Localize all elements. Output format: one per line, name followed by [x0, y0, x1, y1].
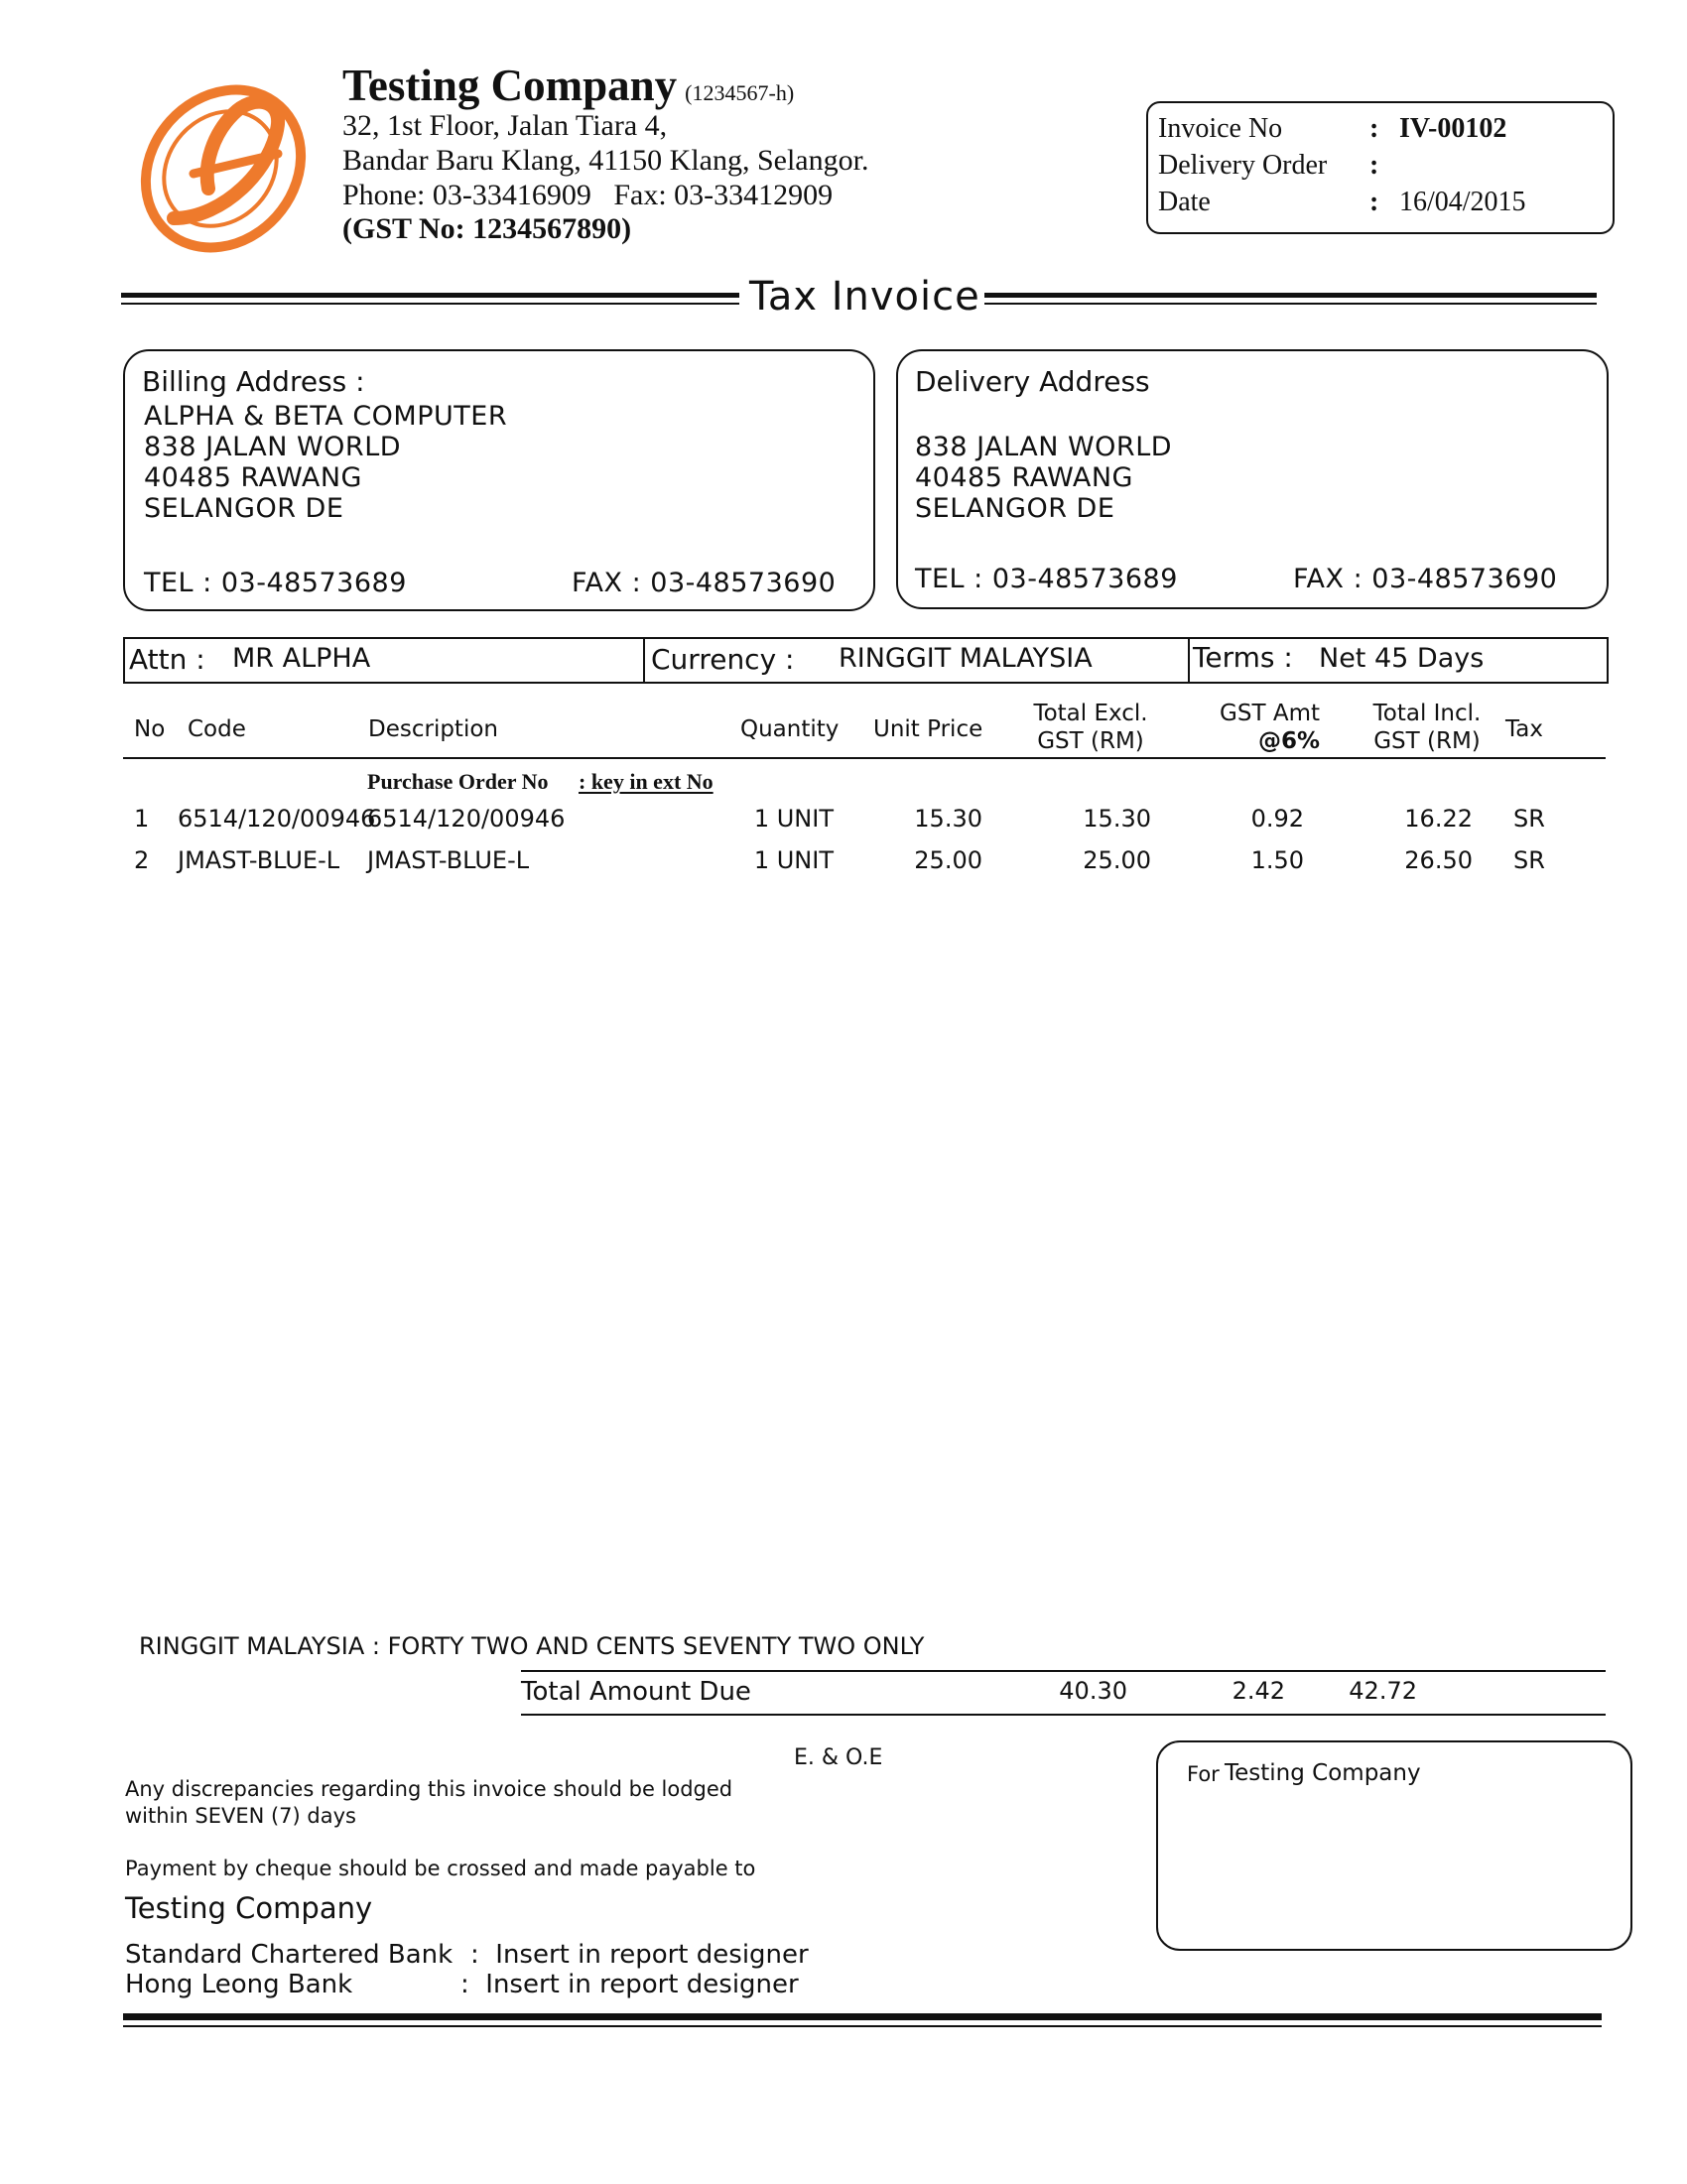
- header-total-incl: [1358, 700, 1496, 755]
- header-gst-amt-line-2: @6%: [1257, 728, 1320, 754]
- company-logo: [129, 69, 327, 258]
- billing-address-line-1: 838 JALAN WORLD: [144, 432, 402, 462]
- date-colon: :: [1369, 187, 1379, 217]
- company-gst-number: (GST No: 1234567890): [342, 212, 632, 245]
- payee-name: Testing Company: [125, 1891, 373, 1925]
- date-label: Date: [1158, 187, 1211, 217]
- signature-company-name: Testing Company: [1225, 1760, 1421, 1786]
- discrepancy-note-line-2: within SEVEN (7) days: [125, 1804, 356, 1828]
- bank-2-name: Hong Leong Bank: [125, 1970, 353, 1999]
- total-excl-value: 40.30: [1059, 1677, 1127, 1705]
- delivery-order-label: Delivery Order: [1158, 150, 1328, 181]
- header-unit-price: Unit Price: [873, 716, 983, 742]
- signature-for-label: For: [1187, 1762, 1220, 1786]
- header-no: No: [134, 716, 166, 742]
- row-quantity: 1 UNIT: [753, 805, 834, 833]
- company-phone-fax: Phone: 03-33416909 Fax: 03-33412909: [342, 179, 834, 211]
- row-total-excl: 15.30: [1083, 805, 1151, 833]
- payment-note: Payment by cheque should be crossed and made payable to: [125, 1857, 756, 1880]
- header-quantity: Quantity: [740, 716, 840, 742]
- billing-fax: FAX : 03-48573690: [572, 568, 837, 598]
- total-rule-bottom: [521, 1714, 1606, 1716]
- invoice-no-label: Invoice No: [1158, 113, 1283, 144]
- errors-omissions-excepted: E. & O.E: [794, 1745, 883, 1770]
- company-address-line-1: 32, 1st Floor, Jalan Tiara 4,: [342, 109, 668, 142]
- row-code: 6514/120/00946: [178, 805, 376, 833]
- billing-address-title: Billing Address :: [142, 365, 365, 398]
- header-code: Code: [188, 716, 246, 742]
- delivery-order-colon: :: [1369, 150, 1379, 181]
- attn-label: Attn :: [129, 643, 205, 676]
- footer-rule-thin: [123, 2025, 1602, 2027]
- title-rule-left-thick: [121, 293, 739, 298]
- purchase-order-value: : key in ext No: [579, 769, 714, 794]
- header-total-excl: [1022, 700, 1159, 755]
- currency-value: RINGGIT MALAYSIA: [839, 643, 1093, 674]
- company-address-line-2: Bandar Baru Klang, 41150 Klang, Selangor.: [342, 144, 869, 177]
- document-title: Tax Invoice: [749, 274, 980, 320]
- bank-1-value: : Insert in report designer: [470, 1940, 809, 1970]
- amount-in-words: RINGGIT MALAYSIA : FORTY TWO AND CENTS SEVENTY TWO ONLY: [139, 1632, 925, 1660]
- row-description: 6514/120/00946: [367, 805, 566, 833]
- purchase-order-label: Purchase Order No: [367, 769, 549, 794]
- invoice-no-value: IV-00102: [1399, 113, 1507, 144]
- delivery-fax: FAX : 03-48573690: [1293, 564, 1558, 594]
- signature-box: [1156, 1740, 1632, 1951]
- date-value: 16/04/2015: [1399, 187, 1526, 217]
- total-amount-due-label: Total Amount Due: [521, 1677, 751, 1707]
- attn-divider-2: [1188, 639, 1190, 682]
- header-description: Description: [368, 716, 498, 742]
- row-no: 2: [134, 846, 150, 874]
- header-rule: [123, 757, 1606, 759]
- bank-2-value: : Insert in report designer: [460, 1970, 799, 1999]
- row-total-incl: 16.22: [1404, 805, 1473, 833]
- total-gst-value: 2.42: [1232, 1677, 1285, 1705]
- header-total-incl-line-1: Total Incl.: [1372, 701, 1482, 726]
- terms-label: Terms :: [1193, 641, 1293, 674]
- delivery-address-line-2: 40485 RAWANG: [915, 462, 1133, 493]
- row-unit-price: 15.30: [914, 805, 982, 833]
- attn-currency-terms-row: [123, 637, 1609, 684]
- row-code: JMAST-BLUE-L: [178, 846, 340, 874]
- footer-rule-thick: [123, 2013, 1602, 2020]
- header-gst-amt: [1206, 700, 1320, 755]
- invoice-no-colon: :: [1369, 113, 1379, 144]
- terms-value: Net 45 Days: [1319, 643, 1485, 674]
- row-quantity: 1 UNIT: [753, 846, 834, 874]
- bank-1-name: Standard Chartered Bank: [125, 1940, 454, 1970]
- delivery-address-title: Delivery Address: [915, 365, 1150, 398]
- attn-value: MR ALPHA: [232, 643, 371, 674]
- delivery-tel: TEL : 03-48573689: [915, 564, 1178, 594]
- title-rule-right-thick: [984, 293, 1597, 298]
- invoice-meta-box: [1146, 101, 1615, 234]
- billing-name: ALPHA & BETA COMPUTER: [144, 401, 508, 432]
- billing-address-line-2: 40485 RAWANG: [144, 462, 362, 493]
- total-incl-value: 42.72: [1349, 1677, 1417, 1705]
- header-total-incl-line-2: GST (RM): [1373, 728, 1481, 754]
- row-total-incl: 26.50: [1404, 846, 1473, 874]
- row-description: JMAST-BLUE-L: [367, 846, 530, 874]
- row-no: 1: [134, 805, 150, 833]
- header-gst-amt-line-1: GST Amt: [1220, 701, 1320, 726]
- row-gst-amt: 0.92: [1250, 805, 1304, 833]
- delivery-address-line-1: 838 JALAN WORLD: [915, 432, 1173, 462]
- company-name: Testing Company (1234567-h): [342, 61, 795, 110]
- company-registration-number: (1234567-h): [685, 80, 795, 105]
- header-tax: Tax: [1505, 716, 1543, 742]
- row-gst-amt: 1.50: [1250, 846, 1304, 874]
- delivery-address-box: [896, 349, 1609, 609]
- discrepancy-note-line-1: Any discrepancies regarding this invoice should be lodged: [125, 1777, 733, 1801]
- row-unit-price: 25.00: [914, 846, 982, 874]
- row-tax: SR: [1513, 805, 1545, 833]
- billing-tel: TEL : 03-48573689: [144, 568, 407, 598]
- header-total-excl-line-1: Total Excl.: [1033, 701, 1148, 726]
- delivery-address-line-3: SELANGOR DE: [915, 493, 1115, 524]
- title-rule-left-thin: [121, 303, 739, 305]
- billing-address-line-3: SELANGOR DE: [144, 493, 344, 524]
- title-rule-right-thin: [984, 303, 1597, 305]
- header-total-excl-line-2: GST (RM): [1037, 728, 1144, 754]
- billing-address-box: [123, 349, 875, 611]
- row-total-excl: 25.00: [1083, 846, 1151, 874]
- attn-divider-1: [643, 639, 645, 682]
- row-tax: SR: [1513, 846, 1545, 874]
- total-rule-top: [521, 1670, 1606, 1672]
- currency-label: Currency :: [651, 643, 795, 676]
